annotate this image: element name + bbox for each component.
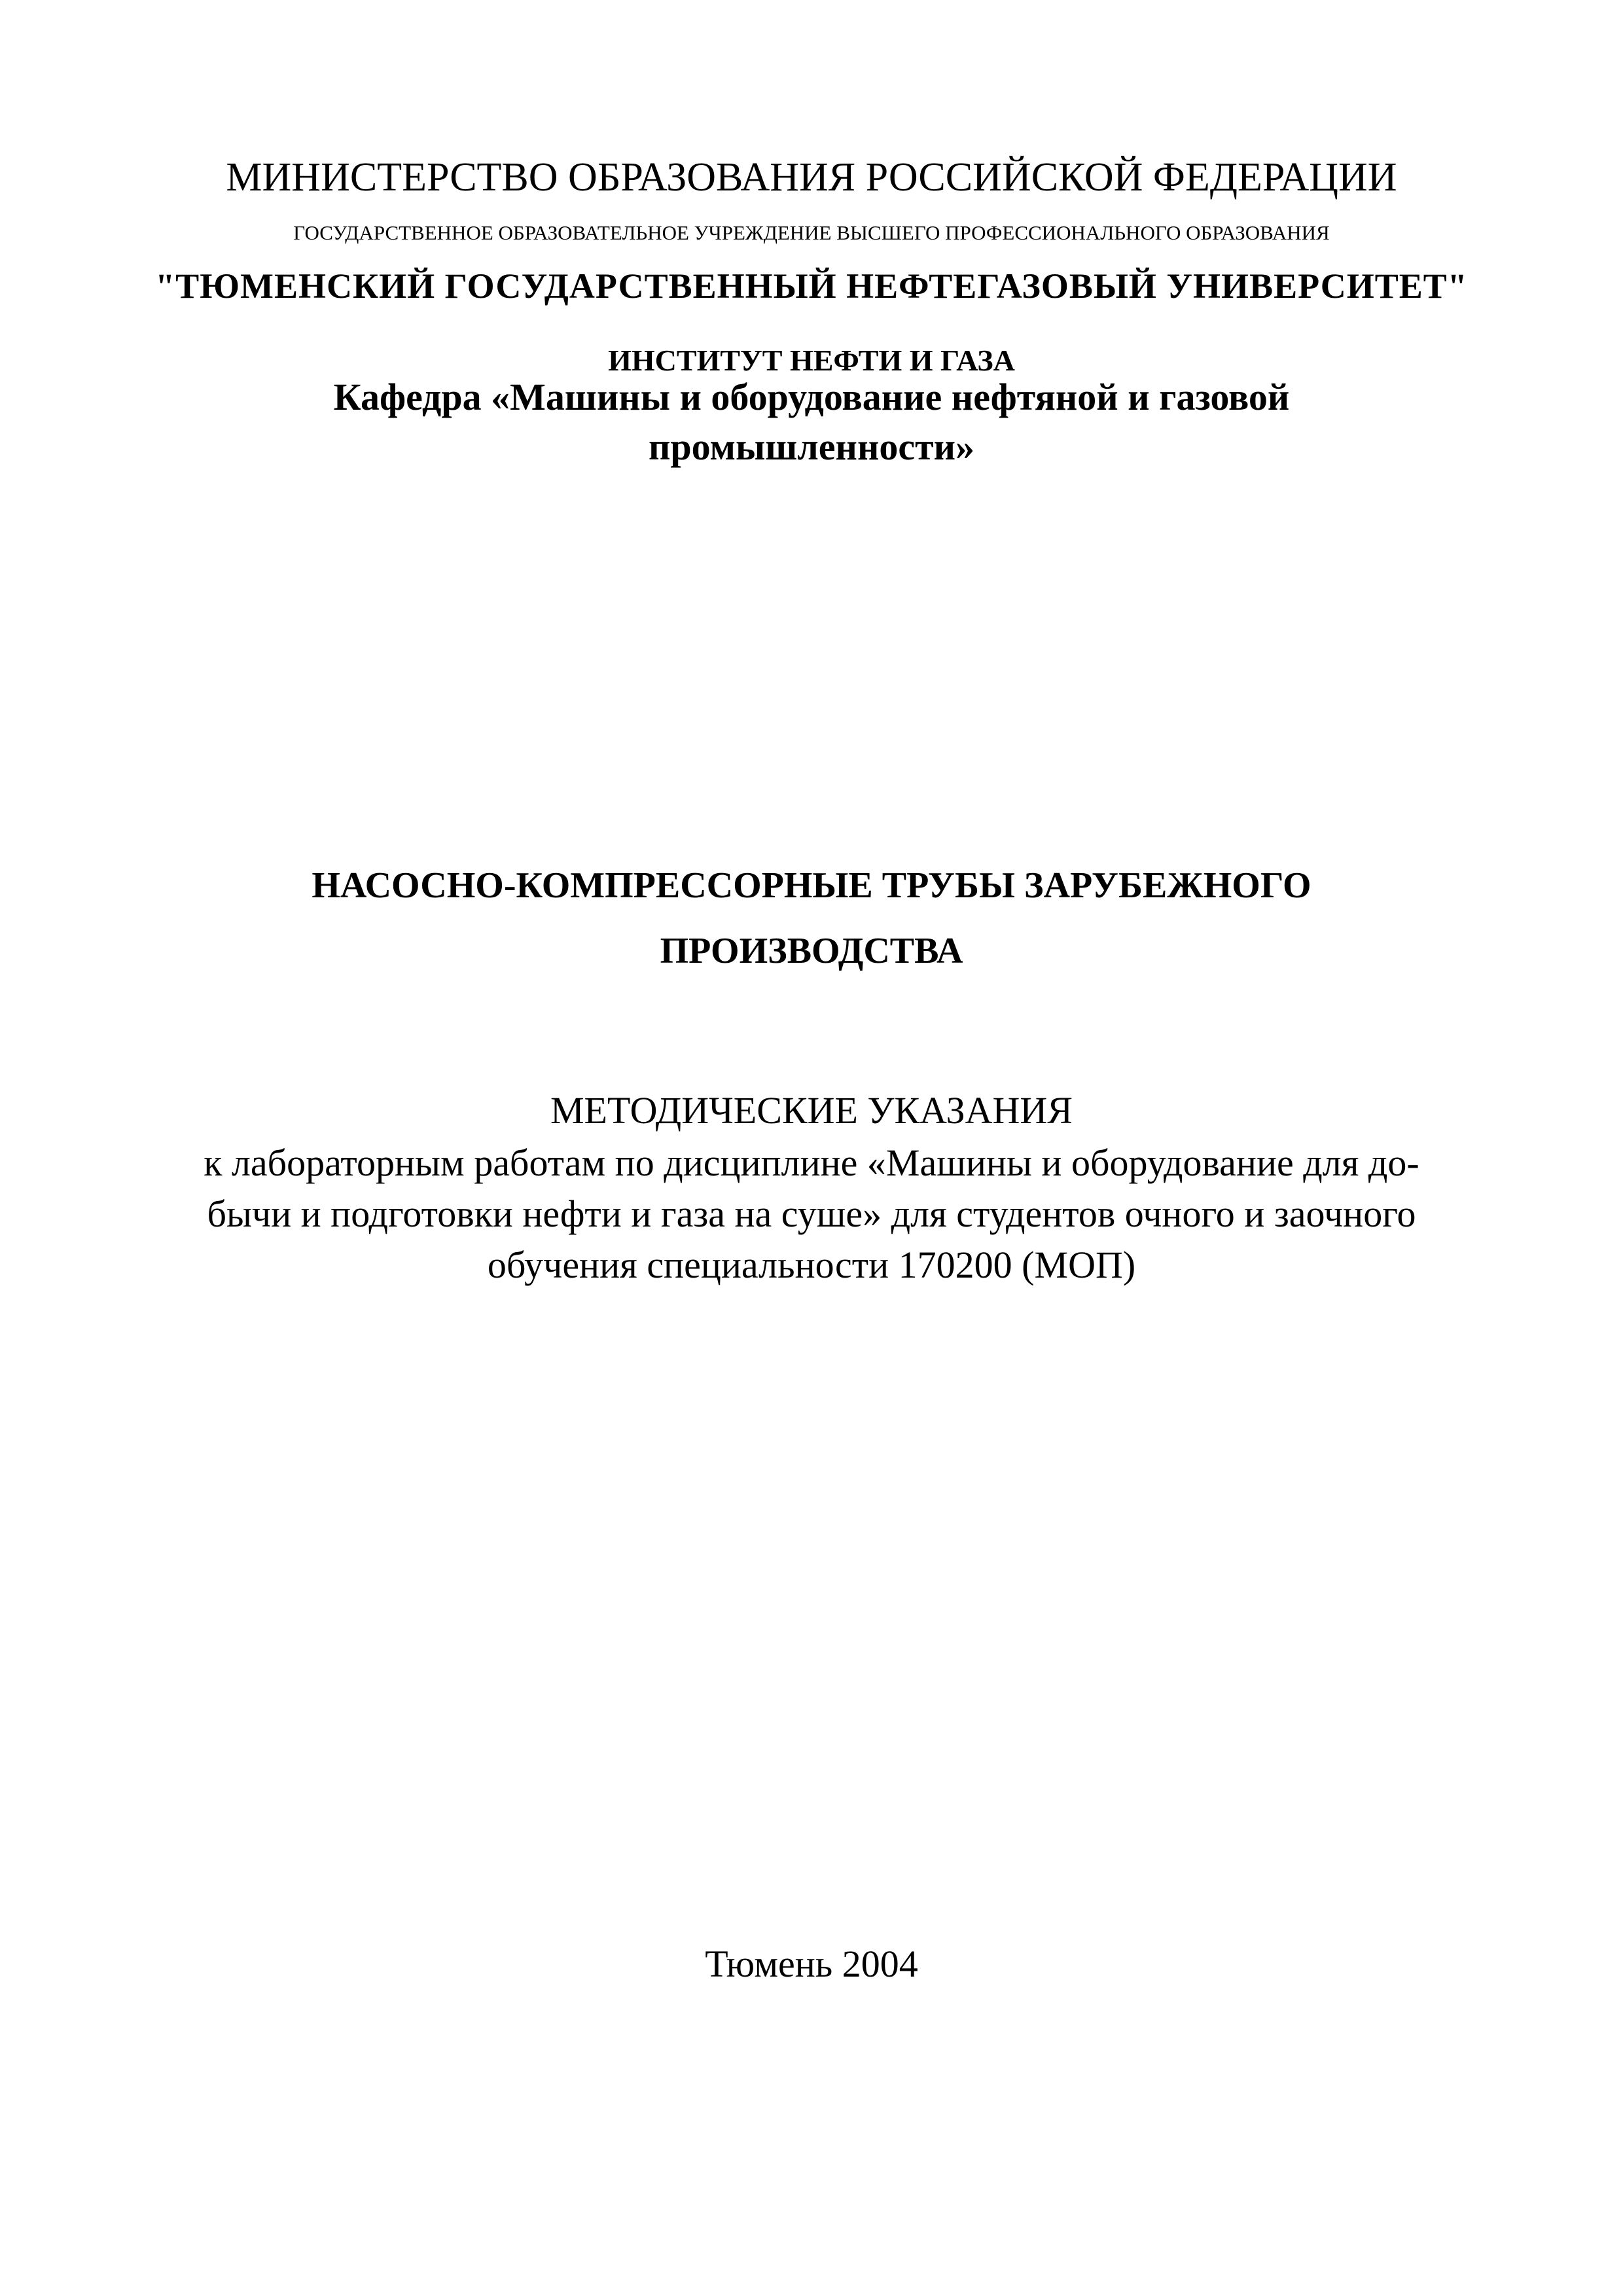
department-name-line-1: Кафедра «Машины и оборудование нефтяной и газовой <box>333 376 1290 418</box>
institute-name: ИНСТИТУТ НЕФТИ И ГАЗА <box>608 344 1015 377</box>
description-line-1: к лабораторным работам по дисциплине «Машины и оборудование для до- <box>204 1141 1419 1184</box>
university-name: "ТЮМЕНСКИЙ ГОСУДАРСТВЕННЫЙ НЕФТЕГАЗОВЫЙ УНИВЕРСИТЕТ" <box>155 266 1468 306</box>
document-title-line-1: НАСОСНО-КОМПРЕССОРНЫЕ ТРУБЫ ЗАРУБЕЖНОГО <box>312 865 1311 906</box>
description-line-2: бычи и подготовки нефти и газа на суше» для студентов очного и заочного <box>207 1193 1416 1235</box>
department-name-line-2: промышленности» <box>648 425 975 468</box>
ministry-heading: МИНИСТЕРСТВО ОБРАЗОВАНИЯ РОССИЙСКОЙ ФЕДЕРАЦИИ <box>226 155 1397 200</box>
city-year: Тюмень 2004 <box>705 1943 918 1985</box>
institution-type: ГОСУДАРСТВЕННОЕ ОБРАЗОВАТЕЛЬНОЕ УЧРЕЖДЕНИЕ ВЫСШЕГО ПРОФЕССИОНАЛЬНОГО ОБРАЗОВАНИЯ <box>293 221 1330 244</box>
description-line-3: обучения специальности 170200 (МОП) <box>487 1244 1136 1286</box>
document-type: МЕТОДИЧЕСКИЕ УКАЗАНИЯ <box>550 1089 1073 1132</box>
document-title-line-2: ПРОИЗВОДСТВА <box>660 931 963 971</box>
